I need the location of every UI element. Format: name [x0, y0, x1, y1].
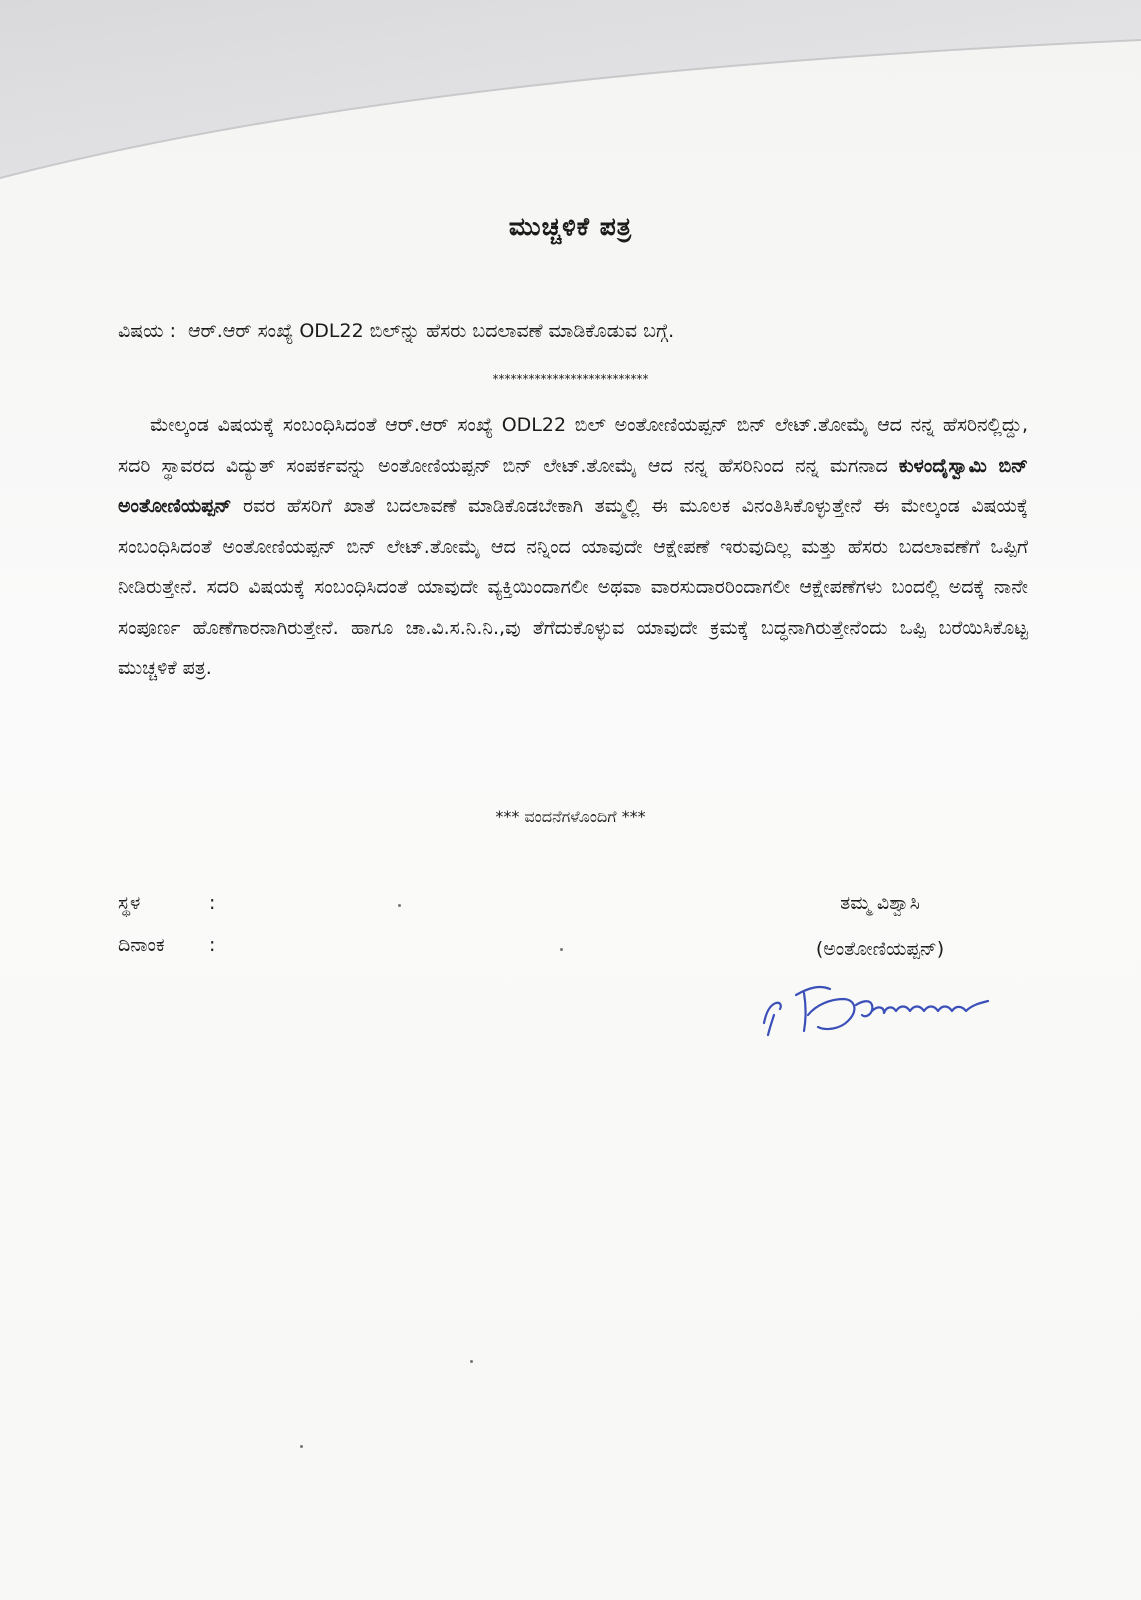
date-colon: : — [209, 934, 216, 956]
date-field — [118, 934, 215, 956]
yours-faithfully: ತಮ್ಮ ವಿಶ್ವಾಸಿ — [840, 892, 920, 914]
place-label: ಸ್ಥಳ — [118, 892, 141, 914]
handwritten-signature — [760, 975, 1060, 1045]
place-colon: : — [209, 892, 216, 914]
paper-speck — [300, 1445, 303, 1448]
page-fold-shadow — [0, 0, 1141, 200]
document-title: ಮುಚ್ಚಳಿಕೆ ಪತ್ರ — [508, 212, 633, 241]
place-field — [118, 892, 215, 914]
body-paragraph — [118, 405, 1028, 689]
closing-greeting: *** ವಂದನೆಗಳೊಂದಿಗೆ *** — [495, 807, 646, 826]
paper-speck — [560, 948, 563, 951]
subject-label: ವಿಷಯ : — [118, 320, 176, 342]
body-text-part1: ಮೇಲ್ಕಂಡ ವಿಷಯಕ್ಕೆ ಸಂಬಂಧಿಸಿದಂತೆ ಆರ್.ಆರ್ ಸಂಖ್ಯೆ ODL22 ಬಿಲ್ ಅಂತೋಣಿಯಪ್ಪನ್ ಬಿನ್ ಲೇಟ್.ತೋಮೈ ಆದ ನನ್ನ ಹೆಸರಿನಲ್ಲಿದ್ದು, ಸದರಿ ಸ್ಥಾವರದ ವಿದ್ಯುತ್ ಸಂಪರ್ಕವನ್ನು ಅಂತೋಣಿಯಪ್ಪನ್ ಬಿನ್ ಲೇಟ್.ತೋಮೈ ಆದ ನನ್ನ ಹೆಸರಿನಿಂದ ನನ್ನ ಮಗನಾದ — [118, 414, 1028, 477]
separator-stars: ************************** — [492, 372, 649, 386]
subject-line — [118, 320, 1018, 342]
date-label: ದಿನಾಂಕ — [118, 934, 165, 956]
sender-name: (ಅಂತೋಣಿಯಪ್ಪನ್) — [815, 938, 945, 960]
paper-speck — [470, 1360, 473, 1363]
paper-speck — [398, 904, 401, 907]
body-text-part2: ರವರ ಹೆಸರಿಗೆ ಖಾತೆ ಬದಲಾವಣೆ ಮಾಡಿಕೊಡಬೇಕಾಗಿ ತಮ್ಮಲ್ಲಿ ಈ ಮೂಲಕ ವಿನಂತಿಸಿಕೊಳ್ಳುತ್ತೇನೆ ಈ ಮೇಲ್ಕಂಡ ವಿಷಯಕ್ಕೆ ಸಂಬಂಧಿಸಿದಂತೆ ಅಂತೋಣಿಯಪ್ಪನ್ ಬಿನ್ ಲೇಟ್.ತೋಮೈ ಆದ ನನ್ನಿಂದ ಯಾವುದೇ ಆಕ್ಷೇಪಣೆ ಇರುವುದಿಲ್ಲ ಮತ್ತು ಹೆಸರು ಬದಲಾವಣೆಗೆ ಒಪ್ಪಿಗೆ ನೀಡಿರುತ್ತೇನೆ. ಸದರಿ ವಿಷಯಕ್ಕೆ ಸಂಬಂಧಿಸಿದಂತೆ ಯಾವುದೇ ವ್ಯಕ್ತಿಯಿಂದಾಗಲೀ ಅಥವಾ ವಾರಸುದಾರರಿಂದಾಗಲೀ ಆಕ್ಷೇಪಣೆಗಳು ಬಂದಲ್ಲಿ ಅದಕ್ಕೆ ನಾನೇ ಸಂಪೂರ್ಣ ಹೊಣೆಗಾರನಾಗಿರುತ್ತೇನೆ. ಹಾಗೂ ಚಾ.ವಿ.ಸ.ನಿ.ನಿ.,ವು ತೆಗೆದುಕೊಳ್ಳುವ ಯಾವುದೇ ಕ್ರಮಕ್ಕೆ ಬದ್ಧನಾಗಿರುತ್ತೇನೆಂದು ಒಪ್ಪಿ ಬರೆಯಿಸಿಕೊಟ್ಟ ಮುಚ್ಚಳಿಕೆ ಪತ್ರ. — [118, 495, 1028, 679]
subject-text: ಆರ್.ಆರ್ ಸಂಖ್ಯೆ ODL22 ಬಿಲ್‌ನ್ನು ಹೆಸರು ಬದಲಾವಣೆ ಮಾಡಿಕೊಡುವ ಬಗ್ಗೆ. — [188, 320, 675, 342]
body-text-bold-name: ಕುಳಂದೈಸ್ವಾಮಿ ಬಿನ್ ಅಂತೋಣಿಯಪ್ಪನ್ — [118, 454, 1028, 517]
